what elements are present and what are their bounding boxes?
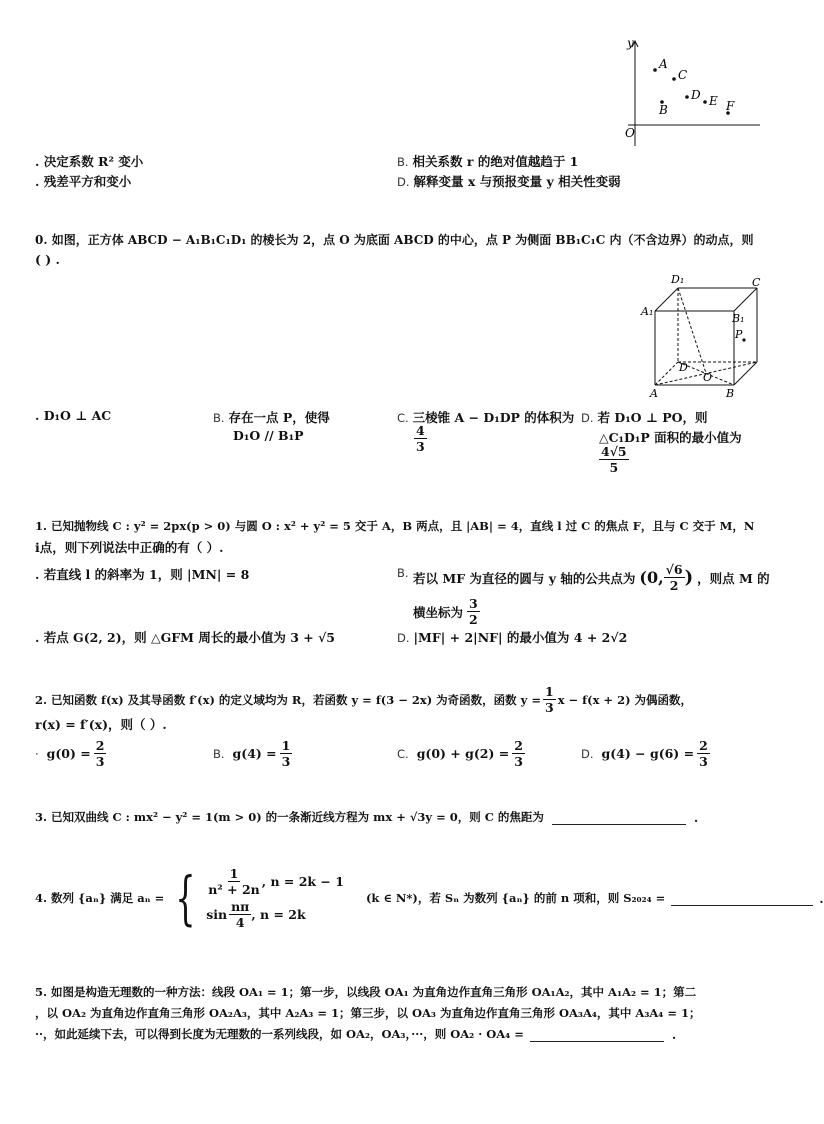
q14-case1-numerator: 1 <box>229 866 239 881</box>
q9-option-b-label: B. <box>397 155 409 169</box>
cube-label-d: D <box>679 361 688 374</box>
q12-option-b-denominator: 3 <box>281 754 291 769</box>
q10-option-a[interactable]: . D₁O ⊥ AC <box>35 408 112 423</box>
origin-label: O <box>625 126 635 140</box>
q9-option-b[interactable] <box>397 152 578 170</box>
q10-option-d-denominator: 5 <box>609 460 619 475</box>
q10-option-c-numerator: 4 <box>416 423 425 438</box>
q14-case2-numerator: nπ <box>231 899 250 914</box>
cube-label-b: B <box>726 387 735 400</box>
scatter-label-d: D <box>691 88 701 102</box>
q10-option-d[interactable] <box>581 408 708 426</box>
q15-stem-line1: 5. 如图是构造无理数的一种方法：线段 OA₁ = 1；第一步，以线段 OA₁ 为直角边作直角三角形 OA₁A₂，其中 A₁A₂ = 1；第二 <box>35 985 697 999</box>
cube-label-o: O <box>703 371 713 384</box>
q13-end-period: . <box>693 810 699 825</box>
q11-option-b-line2 <box>413 596 480 627</box>
q10-option-d-text1: 若 D₁O ⊥ PO，则 <box>597 410 708 425</box>
q12-option-a-numerator: 2 <box>95 738 105 753</box>
q14-brace: { <box>175 864 196 932</box>
q12-option-d[interactable] <box>581 738 710 769</box>
q10-option-c-label: C. <box>397 411 409 425</box>
q12-option-d-text: g(4) − g(6) = <box>601 746 695 761</box>
q11-option-b-text1: 若以 MF 为直径的圆与 y 轴的公共点为 <box>413 570 636 586</box>
q12-stem-line1 <box>35 684 692 715</box>
scatter-label-a: A <box>659 57 668 71</box>
q12-option-a-label: · <box>35 746 39 761</box>
q12-option-d-label: D. <box>581 746 594 761</box>
q11-option-d-label: D. <box>397 631 410 645</box>
q10-option-c-denominator: 3 <box>416 439 425 454</box>
q15-end-period: . <box>671 1027 677 1042</box>
q15-stem-text3: ··，如此延续下去，可以得到长度为无理数的一系列线段，如 OA₂，OA₃，···，则 OA₂ · OA₄ = <box>35 1027 524 1041</box>
q13-stem <box>35 809 698 825</box>
q12-option-a[interactable] <box>35 738 106 769</box>
cube-figure <box>640 268 764 402</box>
q10-option-d-label: D. <box>581 411 594 425</box>
q10-option-b-text2: D₁O // B₁P <box>233 428 304 443</box>
q11-option-b-text2: ，则点 M 的 <box>697 570 770 586</box>
q11-option-b-line1 <box>413 562 770 593</box>
scatter-label-c: C <box>678 68 688 82</box>
q9-option-b-text: 相关系数 r 的绝对值越趋于 1 <box>412 154 579 169</box>
q13-stem-text: 3. 已知双曲线 C : mx² − y² = 1(m > 0) 的一条渐近线方程为 mx + √3y = 0，则 C 的焦距为 <box>35 810 544 824</box>
q9-option-d-label: D. <box>397 175 410 189</box>
q12-option-c[interactable] <box>397 738 525 769</box>
q14-end-period: . <box>819 890 824 906</box>
cube-label-d1: D₁ <box>671 273 685 286</box>
q11-stem-line1: 1. 已知抛物线 C : y² = 2px(p > 0) 与圆 O : x² + y² = 5 交于 A，B 两点，且 |AB| = 4，直线 l 过 C 的焦点 F，且与 C 交于 M，N <box>35 519 755 533</box>
q12-option-c-numerator: 2 <box>514 738 523 753</box>
q12-option-c-label: C. <box>397 746 409 761</box>
q12-option-a-text: g(0) = <box>46 746 91 761</box>
q11-option-b-point-denominator: 2 <box>669 578 679 593</box>
q11-option-b-point-left: (0, <box>639 568 664 587</box>
scatter-point-a <box>653 68 657 72</box>
q14-stem-text-b: (k ∈ N*)，若 Sₙ 为数列 {aₙ} 的前 n 项和，则 S₂₀₂₄ = <box>365 891 666 905</box>
q10-option-b[interactable] <box>213 408 330 426</box>
q14-case1-denominator: n² + 2n <box>208 882 260 897</box>
q11-option-b-point-numerator: √6 <box>665 562 683 577</box>
q14-stem-text-a: 4. 数列 {aₙ} 满足 aₙ = <box>35 891 165 905</box>
cube-label-p: P <box>735 328 743 341</box>
q14-case2-condition: , n = 2k <box>251 907 306 922</box>
q11-option-b-label: B. <box>397 566 409 580</box>
q12-stem-text-b: x − f(x + 2) 为偶函数， <box>557 692 693 707</box>
q11-option-b-numerator: 3 <box>469 596 478 611</box>
q9-option-a[interactable]: . 决定系数 R² 变小 <box>35 154 144 169</box>
scatter-point-c <box>672 77 676 81</box>
q12-option-c-text: g(0) + g(2) = <box>416 746 510 761</box>
q14-case1-condition: , n = 2k − 1 <box>261 874 344 889</box>
q12-stem-numerator: 1 <box>544 684 554 699</box>
q14-cases <box>206 866 344 930</box>
q10-stem-line2: ( ) . <box>35 252 60 267</box>
q11-option-b-point-right: ) <box>684 567 694 588</box>
q12-stem-denominator: 3 <box>544 700 554 715</box>
q11-option-a[interactable]: . 若直线 l 的斜率为 1，则 |MN| = 8 <box>35 567 250 582</box>
q15-stem-line2: ，以 OA₂ 为直角边作直角三角形 OA₂A₃，其中 A₂A₃ = 1；第三步，以 OA₃ 为直角边作直角三角形 OA₃A₄，其中 A₃A₄ = 1； <box>35 1006 701 1020</box>
q12-option-d-numerator: 2 <box>699 738 708 753</box>
q12-option-d-denominator: 3 <box>699 754 708 769</box>
q14-stem <box>35 866 824 930</box>
q11-stem-line2: i点，则下列说法中正确的有（ ）. <box>35 540 224 555</box>
q10-option-c-fraction <box>414 423 427 454</box>
cube-label-b1: B₁ <box>732 312 745 325</box>
q12-option-a-denominator: 3 <box>95 754 105 769</box>
scatter-point-d <box>685 95 689 99</box>
q9-option-d-text: 解释变量 x 与预报变量 y 相关性变弱 <box>413 174 621 189</box>
y-axis-label: y <box>627 36 634 50</box>
q15-answer-blank[interactable] <box>530 1027 664 1042</box>
q13-answer-blank[interactable] <box>552 810 686 825</box>
q12-option-b-numerator: 1 <box>281 738 291 753</box>
q11-option-c[interactable]: . 若点 G(2, 2)，则 △GFM 周长的最小值为 3 + √5 <box>35 630 336 645</box>
q14-case2-denominator: 4 <box>235 915 245 930</box>
q10-option-d-fraction <box>599 444 629 475</box>
q9-option-d[interactable] <box>397 172 621 190</box>
q11-option-d[interactable] <box>397 628 627 646</box>
cube-label-c1: C <box>752 276 761 289</box>
scatter-label-f: F <box>726 99 735 113</box>
q12-stem-line2: r(x) = f′(x)，则（ ）. <box>35 717 167 732</box>
scatter-label-b: B <box>659 103 668 117</box>
q9-option-c[interactable]: . 残差平方和变小 <box>35 174 132 189</box>
scatter-point-e <box>703 100 707 104</box>
q10-option-b-text1: 存在一点 P，使得 <box>228 410 330 425</box>
q11-option-b-denominator: 2 <box>469 612 478 627</box>
q15-stem-line3 <box>35 1026 676 1042</box>
q12-option-b-label: B. <box>213 746 225 761</box>
q10-option-d-numerator: 4√5 <box>601 444 627 459</box>
q12-option-c-denominator: 3 <box>514 754 523 769</box>
q11-option-b[interactable] <box>397 565 409 580</box>
cube-label-a1: A₁ <box>641 305 654 318</box>
q10-option-c-text1: 三棱锥 A − D₁DP 的体积为 <box>412 410 575 425</box>
cube-label-a: A <box>650 387 658 400</box>
q12-option-b-text: g(4) = <box>232 746 277 761</box>
q11-option-b-text3: 横坐标为 <box>413 604 464 620</box>
q12-option-b[interactable] <box>213 738 292 769</box>
q10-stem-line1: 0. 如图，正方体 ABCD − A₁B₁C₁D₁ 的棱长为 2，点 O 为底面 ABCD 的中心，点 P 为侧面 BB₁C₁C 内（不含边界）的动点，则 <box>35 233 754 247</box>
scatter-label-e: E <box>709 94 718 108</box>
q12-stem-text-a: 2. 已知函数 f(x) 及其导函数 f′(x) 的定义域均为 R，若函数 y = f(3 − 2x) 为奇函数，函数 y = <box>35 692 541 707</box>
q11-option-d-text: |MF| + 2|NF| 的最小值为 4 + 2√2 <box>413 630 628 645</box>
q14-answer-blank[interactable] <box>671 891 813 906</box>
scatter-figure <box>618 34 762 152</box>
q14-case2-function: sin <box>206 907 228 922</box>
q10-option-b-label: B. <box>213 411 225 425</box>
q10-option-d-text2: △C₁D₁P 面积的最小值为 <box>599 430 742 445</box>
